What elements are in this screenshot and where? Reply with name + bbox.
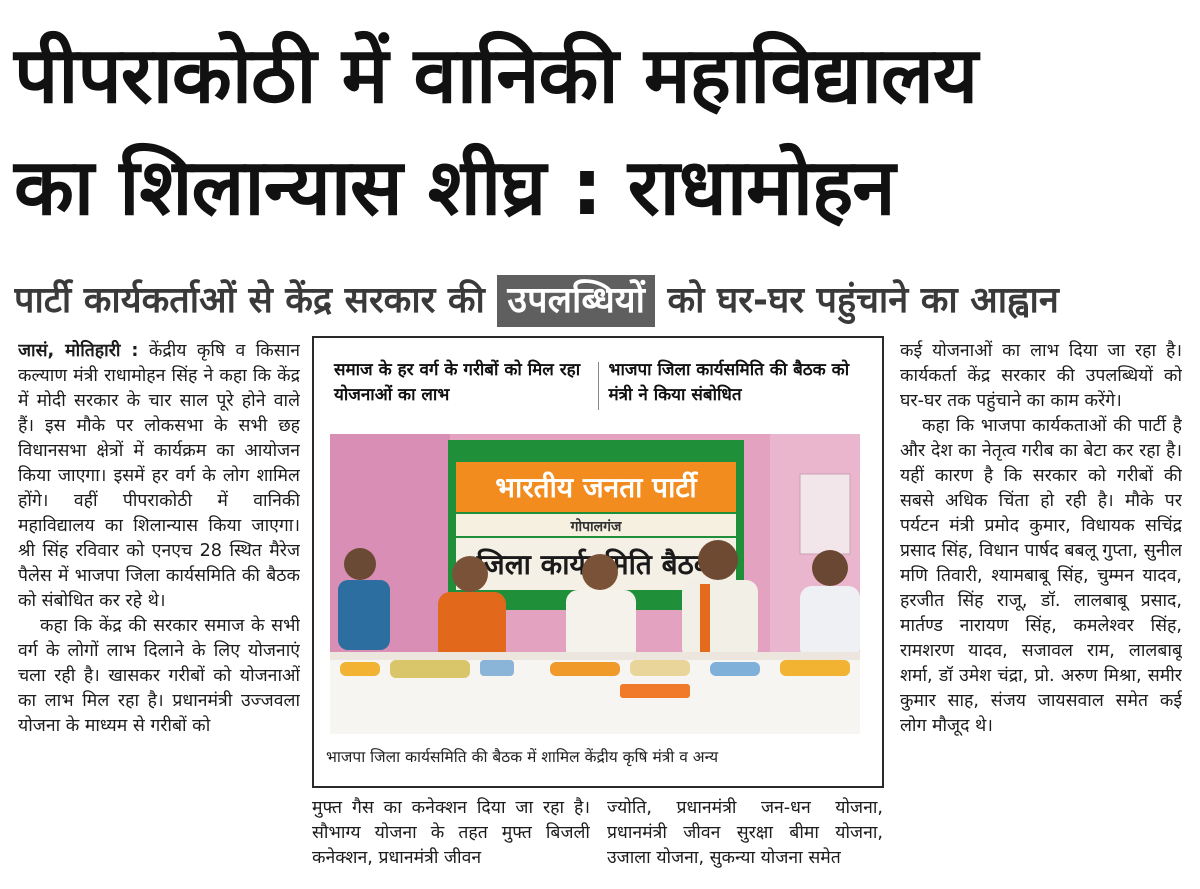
article-left-column — [18, 339, 300, 884]
subheadline-highlight: उपलब्धियों — [497, 275, 655, 327]
article-middle-column-1 — [312, 796, 590, 886]
highlight-tag-left: समाज के हर वर्ग के गरीबों को मिल रहा योजनाओं का लाभ — [334, 360, 581, 405]
news-photo — [330, 434, 860, 734]
photo-caption: भाजपा जिला कार्यसमिति की बैठक में शामिल केंद्रीय कृषि मंत्री व अन्य — [326, 748, 719, 766]
article-paragraph: कहा कि भाजपा कार्यकताओं की पार्टी है और देश का नेतृत्व गरीब का बेटा कर रहा है। यहीं कारण है कि सरकार को गरीबों की सबसे अधिक चिंता हो रही है। मौके पर पर्यटन मंत्री प्रमोद कुमार, विधायक सचिंद्र प्रसाद सिंह, विधान पार्षद बबलू गुप्ता, सुनील मणि तिवारी, श्यामबाबू सिंह, चुम्मन यादव, हरजीत सिंह राजू, डॉ. लालबाबू प्रसाद, मार्तण्ड नारायण सिंह, कमलेश्वर सिंह, रामशरण यादव, सजावल राम, लालबाबू शर्मा, डॉ उमेश चंद्रा, प्रो. अरुण मिश्रा, समीर कुमार साह, संजय जायसवाल समेत कई लोग मौजूद थे। — [900, 416, 1182, 736]
headline-line-2: का शिलान्यास शीघ्र : राधामोहन — [14, 143, 895, 233]
headline-line-1: पीपराकोठी में वानिकी महाविद्यालय — [14, 31, 978, 121]
photo-box — [312, 336, 884, 788]
article-paragraph: मुफ्त गैस का कनेक्शन दिया जा रहा है। सौभाग्य योजना के तहत मुफ्त बिजली कनेक्शन, प्रधानमंत्री जीवन — [312, 798, 590, 868]
headline — [14, 20, 1186, 244]
article-paragraph — [18, 339, 300, 614]
dateline: जासं, मोतिहारी : — [18, 341, 139, 361]
subheadline-before: पार्टी कार्यकर्ताओं से केंद्र सरकार की — [14, 280, 485, 321]
highlight-tag-right: भाजपा जिला कार्यसमिति की बैठक को मंत्री ने किया संबोधित — [608, 360, 850, 405]
subheadline-after: को घर-घर पहुंचाने का आह्वान — [667, 280, 1059, 321]
banner-district: गोपालगंज — [570, 519, 622, 535]
article-paragraph: कई योजनाओं का लाभ दिया जा रहा है। कार्यकर्ता केंद्र सरकार की उपलब्धियों को घर-घर तक पहुंचाने का काम करेंगे। — [900, 341, 1182, 411]
subheadline — [14, 272, 1186, 330]
article-right-column — [900, 339, 1182, 884]
article-paragraph: ज्योति, प्रधानमंत्री जन-धन योजना, प्रधानमंत्री जीवन सुरक्षा बीमा योजना, उजाला योजना, सुकन्या योजना समेत — [607, 798, 883, 868]
meeting-photo-illustration — [330, 434, 860, 734]
article-middle-column-2 — [607, 796, 883, 886]
banner-meeting-title: जिला बैठक — [476, 548, 716, 581]
banner-party-name: भारतीय जनता पार्टी — [495, 471, 697, 504]
paragraph-text: केंद्रीय कृषि व किसान कल्याण मंत्री राधामोहन सिंह ने कहा कि केंद्र में मोदी सरकार के चार साल पूरे होने वाले हैं। इस मौके पर लोकसभा के सभी छह विधानसभा क्षेत्रों में कार्यक्रम का आयोजन किया जाएगा। इसमें हर वर्ग के लोग शामिल होंगे। वहीं पीपराकोठी में वानिकी महाविद्यालय का शिलान्यास किया जाएगा। श्री सिंह रविवार को एनएच 28 स्थित मैरेज पैलेस में भाजपा जिला कार्यसमिति की बैठक को संबोधित कर रहे थे। — [18, 341, 300, 611]
photo-highlight-tags — [324, 348, 872, 420]
article-paragraph: कहा कि केंद्र की सरकार समाज के सभी वर्ग के लोगों लाभ दिलाने के लिए योजनाएं चला रही है। खासकर गरीबों को योजनाओं का लाभ मिल रहा है। प्रधानमंत्री उज्जवला योजना के माध्यम से गरीबों को — [18, 616, 300, 736]
